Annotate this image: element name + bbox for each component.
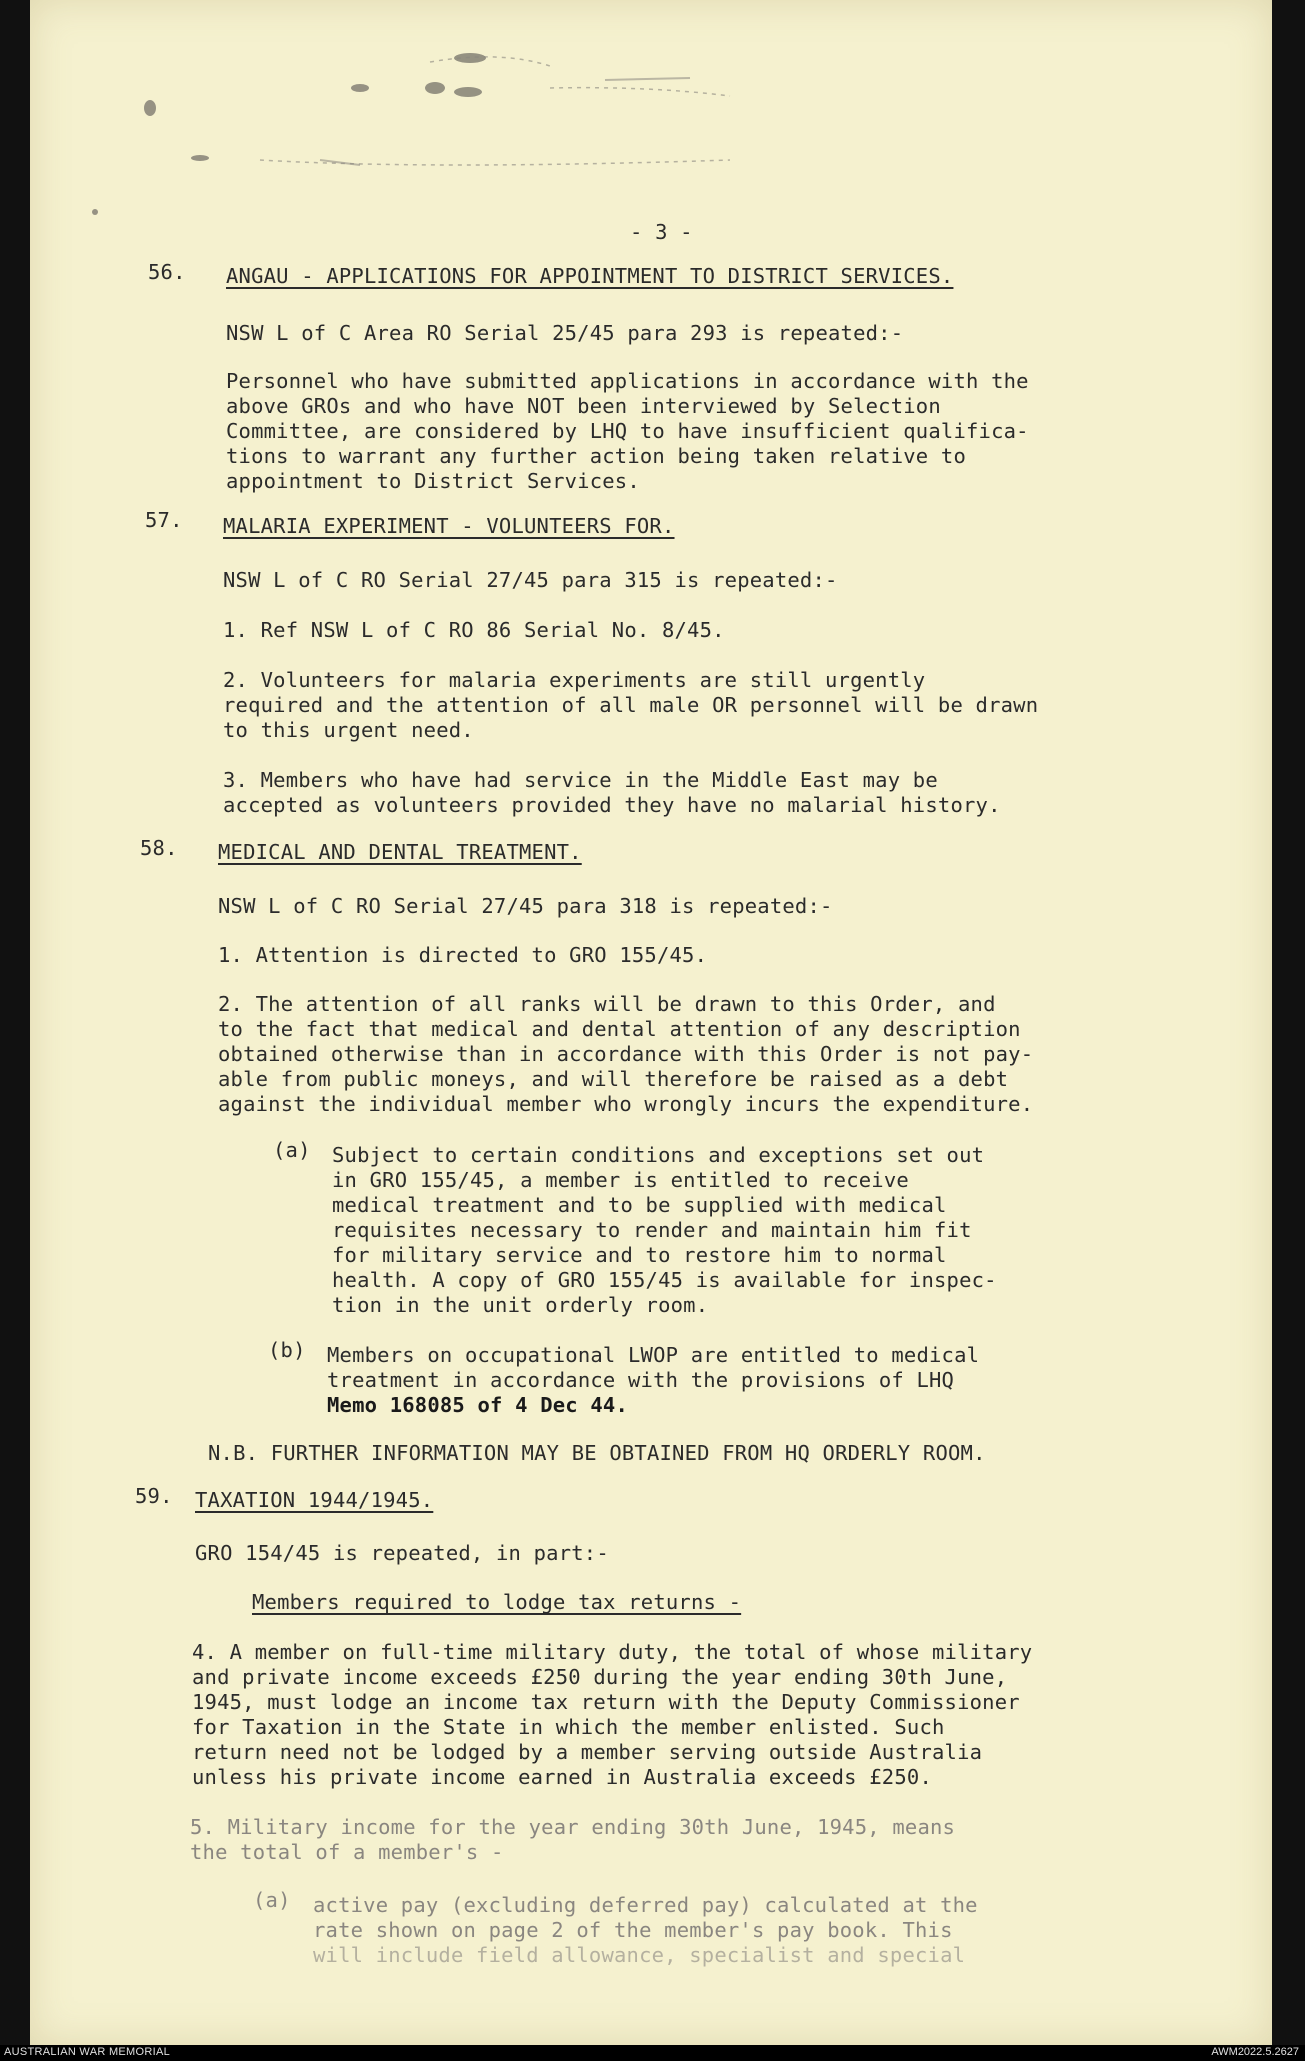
section-59-para-4-line: 1945, must lodge an income tax return with the Deputy Commissioner xyxy=(192,1690,1020,1714)
footer-accession-number: AWM2022.5.2627 xyxy=(1211,2046,1299,2058)
section-58-sub-a-line: in GRO 155/45, a member is entitled to receive xyxy=(332,1168,909,1192)
section-58-sub-a-line: health. A copy of GRO 155/45 is available for inspec- xyxy=(332,1268,997,1292)
section-57-para-2-line: 2. Volunteers for malaria experiments are still urgently xyxy=(223,668,926,692)
section-58-heading: MEDICAL AND DENTAL TREATMENT. xyxy=(218,840,582,864)
section-59-para-4-line: for Taxation in the State in which the member enlisted. Such xyxy=(192,1715,945,1739)
section-57-heading: MALARIA EXPERIMENT - VOLUNTEERS FOR. xyxy=(223,514,675,538)
section-59-sub-a-label: (a) xyxy=(253,1888,291,1912)
section-56-number: 56. xyxy=(148,260,186,284)
section-59-para-4-line: and private income exceeds £250 during the year ending 30th June, xyxy=(192,1665,1008,1689)
section-56-intro: NSW L of C Area RO Serial 25/45 para 293 is repeated:- xyxy=(226,321,904,345)
section-59-sub-a-line: will include field allowance, specialist and special xyxy=(313,1943,966,1967)
section-56-line: above GROs and who have NOT been interviewed by Selection xyxy=(226,394,941,418)
section-58-sub-a-line: for military service and to restore him to normal xyxy=(332,1243,947,1267)
section-56-line: tions to warrant any further action being taken relative to xyxy=(226,444,966,468)
section-59-intro: GRO 154/45 is repeated, in part:- xyxy=(195,1541,609,1565)
section-58-para-1: 1. Attention is directed to GRO 155/45. xyxy=(218,943,708,967)
archive-footer-bar xyxy=(0,2045,1305,2061)
section-58-sub-b-line: treatment in accordance with the provisions of LHQ xyxy=(327,1368,955,1392)
section-58-sub-b-line: Members on occupational LWOP are entitled to medical xyxy=(327,1343,980,1367)
section-59-para-4-line: unless his private income earned in Australia exceeds £250. xyxy=(192,1765,932,1789)
ink-smudge-marks xyxy=(30,0,1272,220)
document-page xyxy=(30,0,1272,2045)
section-58-sub-a-line: requisites necessary to render and maintain him fit xyxy=(332,1218,972,1242)
section-56-line: Committee, are considered by LHQ to have insufficient qualifica- xyxy=(226,419,1029,443)
section-57-intro: NSW L of C RO Serial 27/45 para 315 is repeated:- xyxy=(223,568,838,592)
section-59-para-4-line: return need not be lodged by a member serving outside Australia xyxy=(192,1740,983,1764)
section-58-sub-a-line: medical treatment and to be supplied with medical xyxy=(332,1193,947,1217)
section-58-para-2-line: 2. The attention of all ranks will be drawn to this Order, and xyxy=(218,992,996,1016)
footer-archive-name: AUSTRALIAN WAR MEMORIAL xyxy=(4,2046,171,2058)
section-59-heading: TAXATION 1944/1945. xyxy=(195,1488,434,1512)
section-58-sub-b-line: Memo 168085 of 4 Dec 44. xyxy=(327,1393,629,1417)
section-57-number: 57. xyxy=(145,508,183,532)
section-59-sub-a-line: active pay (excluding deferred pay) calculated at the xyxy=(313,1893,978,1917)
section-59-subheading: Members required to lodge tax returns - xyxy=(252,1590,742,1614)
section-56-heading: ANGAU - APPLICATIONS FOR APPOINTMENT TO DISTRICT SERVICES. xyxy=(226,264,954,288)
section-59-number: 59. xyxy=(135,1484,173,1508)
section-57-para-2-line: to this urgent need. xyxy=(223,718,474,742)
section-58-sub-a-line: tion in the unit orderly room. xyxy=(332,1293,709,1317)
section-58-intro: NSW L of C RO Serial 27/45 para 318 is repeated:- xyxy=(218,894,833,918)
section-58-nb-note: N.B. FURTHER INFORMATION MAY BE OBTAINED FROM HQ ORDERLY ROOM. xyxy=(208,1441,986,1465)
section-58-para-2-line: against the individual member who wrongly incurs the expenditure. xyxy=(218,1092,1034,1116)
section-57-para-3-line: accepted as volunteers provided they have no malarial history. xyxy=(223,793,1001,817)
section-57-para-3-line: 3. Members who have had service in the Middle East may be xyxy=(223,768,938,792)
section-59-para-5-line: the total of a member's - xyxy=(190,1840,504,1864)
section-58-para-2-line: able from public moneys, and will therefore be raised as a debt xyxy=(218,1067,1009,1091)
section-58-para-2-line: obtained otherwise than in accordance with this Order is not pay- xyxy=(218,1042,1034,1066)
section-59-para-4-line: 4. A member on full-time military duty, the total of whose military xyxy=(192,1640,1033,1664)
section-56-line: Personnel who have submitted applications in accordance with the xyxy=(226,369,1029,393)
section-58-sub-b-label: (b) xyxy=(268,1338,306,1362)
section-58-sub-a-label: (a) xyxy=(273,1138,311,1162)
section-58-number: 58. xyxy=(140,836,178,860)
section-58-para-2-line: to the fact that medical and dental attention of any description xyxy=(218,1017,1021,1041)
section-59-para-5-line: 5. Military income for the year ending 30th June, 1945, means xyxy=(190,1815,956,1839)
section-56-line: appointment to District Services. xyxy=(226,469,640,493)
section-58-sub-a-line: Subject to certain conditions and exceptions set out xyxy=(332,1143,985,1167)
section-57-para-1: 1. Ref NSW L of C RO 86 Serial No. 8/45. xyxy=(223,618,725,642)
page-number: - 3 - xyxy=(630,220,693,244)
section-59-sub-a-line: rate shown on page 2 of the member's pay book. This xyxy=(313,1918,953,1942)
section-57-para-2-line: required and the attention of all male OR personnel will be drawn xyxy=(223,693,1039,717)
